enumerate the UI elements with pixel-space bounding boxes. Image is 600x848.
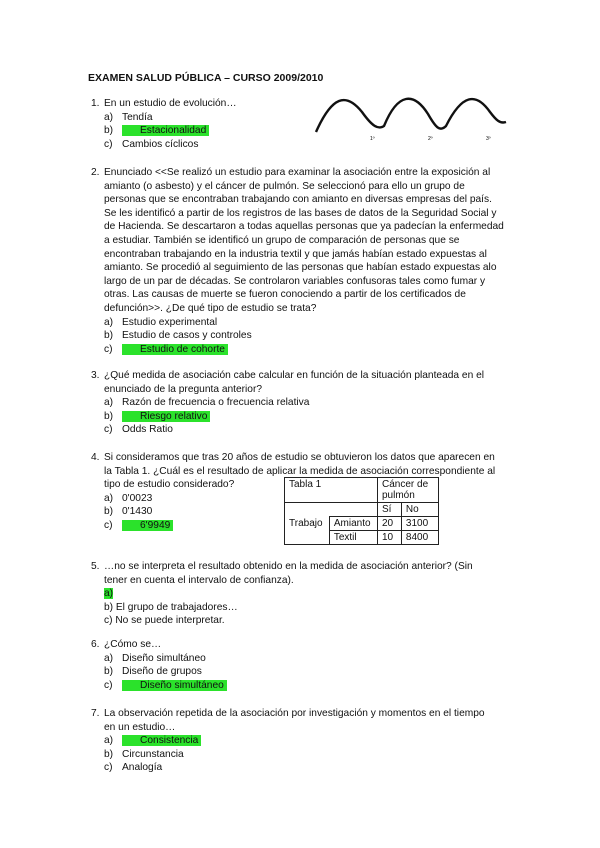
option-c[interactable]: c) Analogía [104, 762, 163, 774]
option-b-correct[interactable]: b) Estacionalidad [104, 124, 514, 138]
wave-label-2: 2º [428, 136, 433, 142]
wave-label-3: 3º [486, 136, 491, 142]
question-line: la Tabla 1. ¿Cuál es el resultado de aplicar la medida de asociación correspondiente al [104, 465, 496, 477]
question-line: otras. Las causas de muerte se fueron conociendo a partir de los certificados de [104, 289, 466, 301]
question-line: amianto (o asbesto) y el cáncer de pulmón. Se seleccionó para ello un grupo de [104, 180, 465, 192]
option-c-correct[interactable]: c) Diseño simultáneo [104, 679, 514, 693]
question-line: en un estudio… [104, 721, 176, 733]
question-2 [91, 166, 514, 356]
question-number: 6. [91, 639, 100, 650]
table-title: Tabla 1 [285, 478, 378, 503]
table-1 [284, 477, 439, 545]
question-line: defunción>>. ¿De qué tipo de estudio se trata? [104, 302, 317, 314]
option-b[interactable]: b) El grupo de trabajadores… [104, 601, 238, 613]
question-line: La observación repetida de la asociación por investigación y momentos en el tiempo [104, 708, 485, 719]
question-line: Se les identificó a partir de los registros de las bases de datos de la Seguridad Social y [104, 207, 497, 219]
question-line: Enunciado <<Se realizó un estudio para examinar la asociación entre la exposición al [104, 167, 491, 178]
question-7 [91, 707, 514, 775]
table-header-cancer: Cáncer de pulmón [378, 478, 439, 503]
option-c[interactable]: c) No se puede interpretar. [104, 615, 225, 627]
question-line: Si consideramos que tras 20 años de estudio se obtuvieron los datos que aparecen en [104, 452, 495, 463]
option-a[interactable]: a) Razón de frecuencia o frecuencia relativa [104, 397, 310, 409]
option-a[interactable]: a) Diseño simultáneo [104, 652, 206, 664]
question-line: personas que se encontraban trabajando con amianto en diversas empresas del país. [104, 194, 492, 206]
question-line: largo de un par de décadas. Se controlaron variables confusoras tales como fumar y [104, 275, 486, 287]
option-b-correct[interactable]: b) Riesgo relativo [104, 410, 514, 424]
col-si: Sí [378, 503, 402, 517]
option-a[interactable]: a) Tendía [104, 111, 153, 123]
question-1 [91, 97, 514, 151]
question-text: En un estudio de evolución… [104, 98, 237, 109]
question-number: 1. [91, 98, 100, 109]
cell-value: 20 [378, 517, 402, 531]
row-label: Amianto [329, 517, 377, 531]
option-a[interactable]: a) Estudio experimental [104, 316, 218, 328]
option-a[interactable]: a) 0'0023 [104, 492, 153, 504]
question-line: tipo de estudio considerado? [104, 479, 235, 491]
question-5 [91, 560, 514, 628]
option-b[interactable]: b) Circunstancia [104, 748, 184, 760]
option-c-correct[interactable]: c) 6'9949 [104, 519, 514, 533]
option-a-correct[interactable]: a) Consistencia [104, 734, 514, 748]
question-text: ¿Cómo se… [104, 639, 162, 650]
option-c[interactable]: c) Odds Ratio [104, 424, 173, 436]
question-number: 2. [91, 167, 100, 178]
cell-value: 10 [378, 531, 402, 545]
question-line: de Hacienda. Se descartaron a todas aquellas personas que ya padecían la enfermedad [104, 221, 504, 233]
question-6 [91, 638, 514, 692]
cell-value: 3100 [401, 517, 438, 531]
question-number: 4. [91, 452, 100, 463]
wave-label-1: 1º [370, 136, 375, 142]
col-no: No [401, 503, 438, 517]
question-line: encontraban trabajando en la industria textil y que jamás habían estado expuestas al [104, 248, 487, 260]
question-number: 7. [91, 708, 100, 719]
question-line: enunciado de la pregunta anterior? [104, 383, 263, 395]
row-group: Trabajo [285, 517, 330, 545]
question-line: …no se interpreta el resultado obtenido en la medida de asociación anterior? (Sin [104, 561, 473, 572]
document-title: EXAMEN SALUD PÚBLICA – CURSO 2009/2010 [88, 72, 324, 84]
option-b[interactable]: b) Estudio de casos y controles [104, 330, 252, 342]
question-3 [91, 369, 514, 437]
question-line: a estudiar. También se identificó un grupo de comparación de personas que se [104, 234, 460, 246]
question-line: amianto. Se procedió al seguimiento de las personas que habían estado expuestas alo [104, 262, 497, 274]
option-c-correct[interactable]: c) Estudio de cohorte [104, 343, 514, 357]
question-number: 5. [91, 561, 100, 572]
option-b[interactable]: b) Diseño de grupos [104, 666, 202, 678]
question-line: tener en cuenta el intervalo de confianza). [104, 574, 294, 586]
option-c[interactable]: c) Cambios cíclicos [104, 138, 199, 150]
option-a-correct[interactable]: a) [104, 588, 114, 600]
option-b[interactable]: b) 0'1430 [104, 506, 153, 518]
question-number: 3. [91, 370, 100, 381]
row-label: Textil [329, 531, 377, 545]
cell-value: 8400 [401, 531, 438, 545]
question-line: ¿Qué medida de asociación cabe calcular en función de la situación planteada en el [104, 370, 485, 381]
